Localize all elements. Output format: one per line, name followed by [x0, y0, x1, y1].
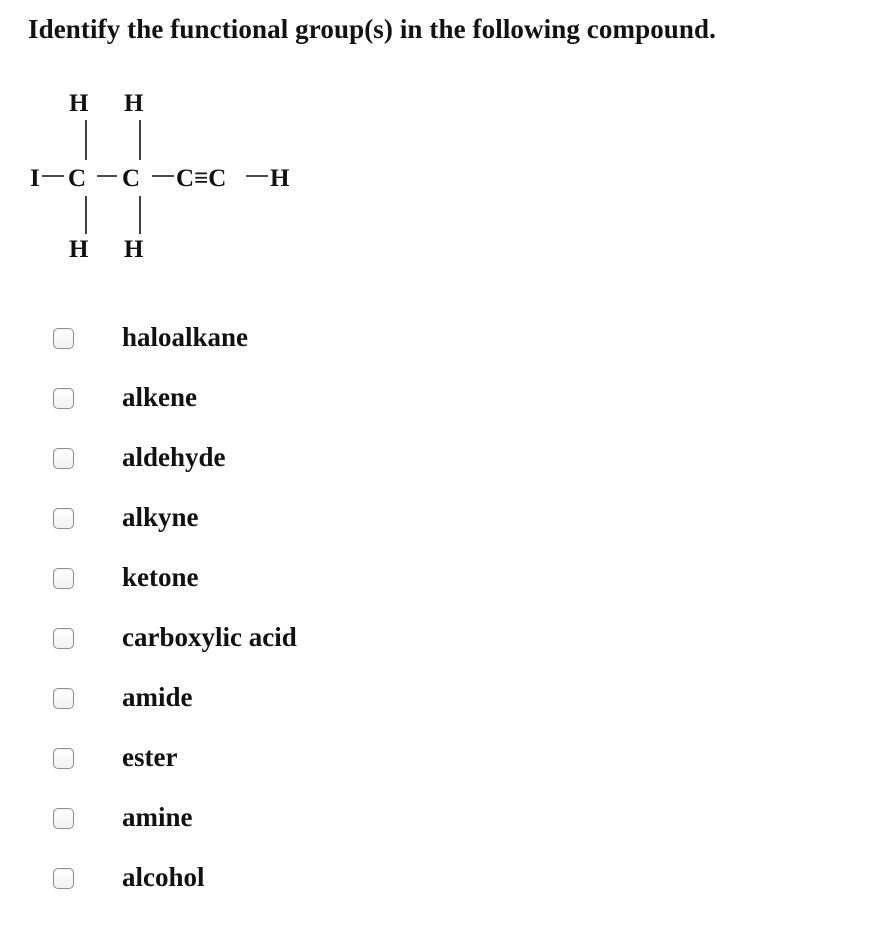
- option-label: ester: [122, 742, 178, 772]
- option-label: amide: [122, 682, 193, 712]
- checkbox[interactable]: [53, 808, 74, 829]
- option-label: ketone: [122, 562, 199, 592]
- option-label: aldehyde: [122, 442, 226, 472]
- checkbox[interactable]: [53, 448, 74, 469]
- option-amine[interactable]: [0, 790, 888, 850]
- structure-triple-group: C≡C: [176, 165, 227, 192]
- option-alkene[interactable]: [0, 370, 888, 430]
- structure-top-h1: H: [69, 90, 89, 117]
- option-label: haloalkane: [122, 322, 249, 352]
- option-label: amine: [122, 802, 193, 832]
- chemical-structure: [0, 80, 320, 270]
- option-ester[interactable]: [0, 730, 888, 790]
- checkbox[interactable]: [53, 388, 74, 409]
- checkbox[interactable]: [53, 508, 74, 529]
- option-carboxylic-acid[interactable]: [0, 610, 888, 670]
- structure-atom-c2: C: [122, 165, 141, 192]
- checkbox[interactable]: [53, 688, 74, 709]
- checkbox[interactable]: [53, 328, 74, 349]
- option-alkyne[interactable]: [0, 490, 888, 550]
- structure-atom-c1: C: [68, 165, 87, 192]
- option-aldehyde[interactable]: [0, 430, 888, 490]
- option-ketone[interactable]: [0, 550, 888, 610]
- structure-atom-h-end: H: [270, 165, 290, 192]
- option-alcohol[interactable]: [0, 850, 888, 910]
- answer-options: [0, 310, 888, 910]
- structure-bottom-h2: H: [124, 236, 144, 263]
- structure-atom-i: I: [30, 165, 40, 192]
- option-amide[interactable]: [0, 670, 888, 730]
- question-title: Identify the functional group(s) in the following compound.: [28, 14, 716, 44]
- option-label: alcohol: [122, 862, 205, 892]
- structure-bottom-h1: H: [69, 236, 89, 263]
- checkbox[interactable]: [53, 628, 74, 649]
- option-label: alkene: [122, 382, 198, 412]
- option-label: alkyne: [122, 502, 199, 532]
- option-haloalkane[interactable]: [0, 310, 888, 370]
- structure-top-h2: H: [124, 90, 144, 117]
- checkbox[interactable]: [53, 568, 74, 589]
- option-label: carboxylic acid: [122, 622, 297, 652]
- checkbox[interactable]: [53, 868, 74, 889]
- checkbox[interactable]: [53, 748, 74, 769]
